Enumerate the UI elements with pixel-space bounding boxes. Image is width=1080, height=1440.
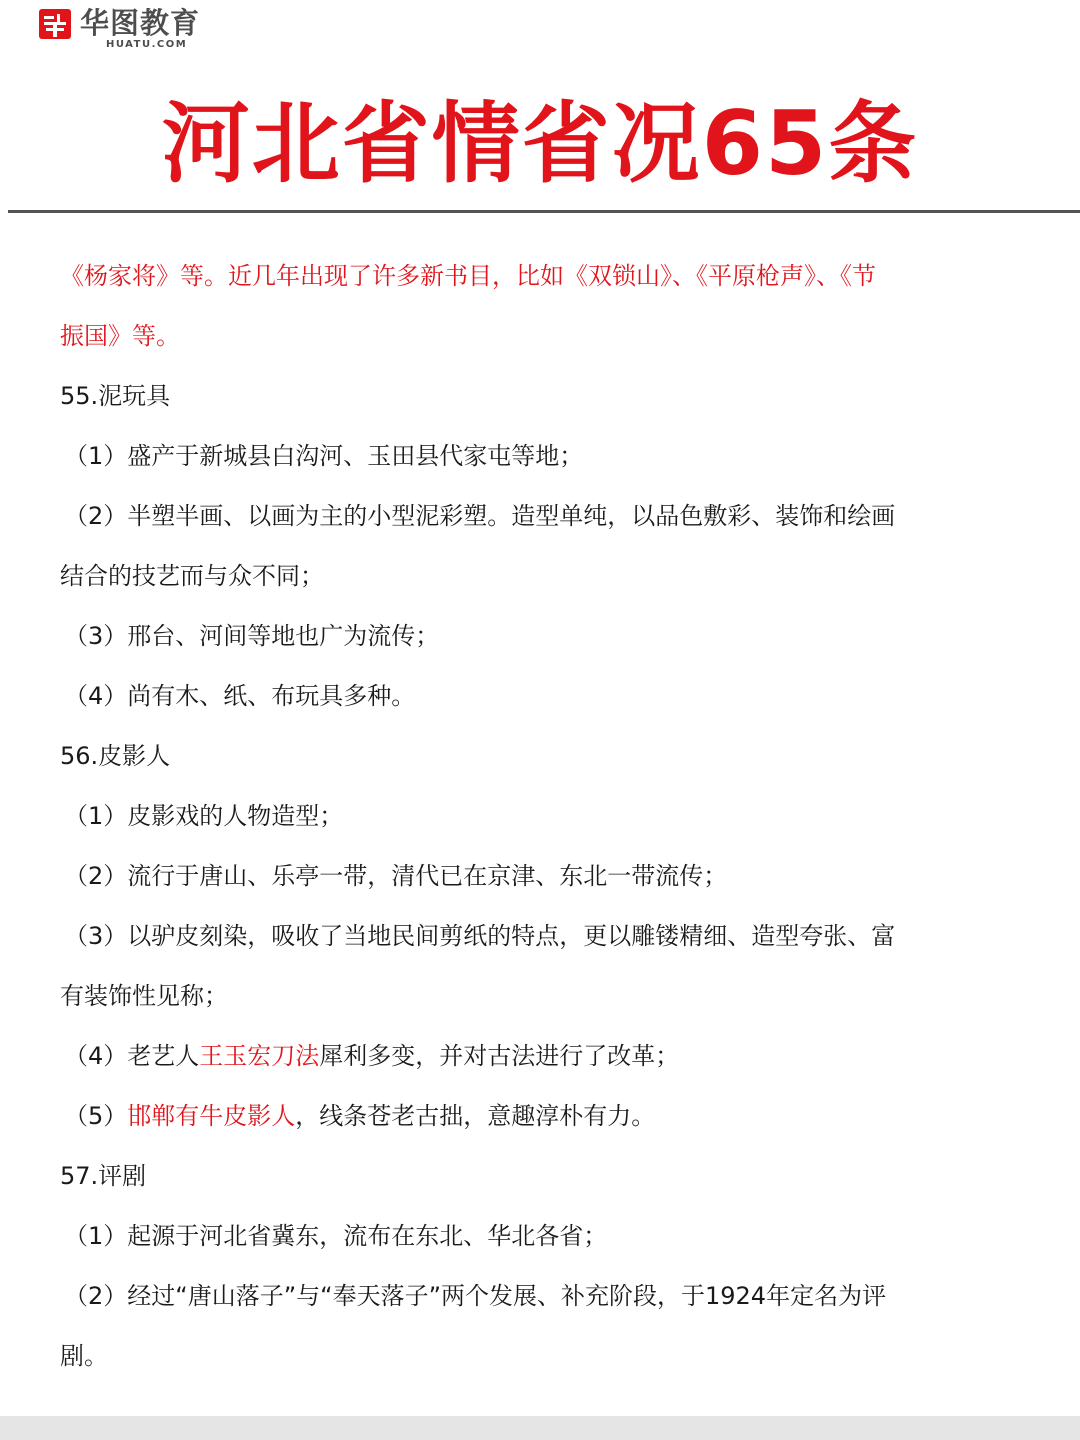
list-item: （2）经过“唐山落子”与“奉天落子”两个发展、补充阶段，于1924年定名为评 [64, 1282, 887, 1310]
logo-domain: HUATU.COM [106, 39, 188, 50]
intro-line: 《杨家将》等。近几年出现了许多新书目，比如《双锁山》、《平原枪声》、《节 [60, 262, 876, 290]
list-item: （4）尚有木、纸、布玩具多种。 [64, 682, 416, 710]
item-suffix: ，线条苍老古拙，意趣淳朴有力。 [295, 1102, 656, 1130]
logo-name: 华图教育 [80, 6, 201, 40]
huatu-logo-icon [38, 8, 72, 48]
list-item: （1）皮影戏的人物造型； [64, 802, 344, 830]
list-item-continuation: 剧。 [60, 1342, 108, 1370]
list-item [60, 1086, 1020, 1146]
section-heading: 57.评剧 [60, 1162, 147, 1190]
list-item: （2）流行于唐山、乐亭一带，清代已在京津、东北一带流传； [64, 862, 728, 890]
bottom-bar [0, 1416, 1080, 1440]
list-item-continuation: 结合的技艺而与众不同； [60, 562, 324, 590]
document-body [60, 246, 1020, 1386]
list-item: （2）半塑半画、以画为主的小型泥彩塑。造型单纯，以品色敷彩、装饰和绘画 [64, 502, 896, 530]
title-divider [8, 210, 1080, 213]
intro-line: 振国》等。 [60, 322, 180, 350]
logo [38, 8, 200, 52]
highlight-text: 王玉宏刀法 [199, 1042, 320, 1070]
item-suffix: 犀利多变，并对古法进行了改革； [319, 1042, 680, 1070]
list-item: （3）以驴皮刻染，吸收了当地民间剪纸的特点，更以雕镂精细、造型夸张、富 [64, 922, 896, 950]
list-item: （3）邢台、河间等地也广为流传； [64, 622, 440, 650]
item-prefix: （5） [64, 1102, 128, 1130]
item-prefix: （4）老艺人 [64, 1042, 200, 1070]
highlight-text: 邯郸有牛皮影人 [127, 1102, 296, 1130]
section-heading: 56.皮影人 [60, 742, 171, 770]
page-title: 河北省情省况65条 [161, 92, 919, 195]
section-heading: 55.泥玩具 [60, 382, 171, 410]
list-item-continuation: 有装饰性见称； [60, 982, 228, 1010]
list-item [60, 1026, 1020, 1086]
list-item: （1）起源于河北省冀东，流布在东北、华北各省； [64, 1222, 608, 1250]
list-item: （1）盛产于新城县白沟河、玉田县代家屯等地； [64, 442, 584, 470]
